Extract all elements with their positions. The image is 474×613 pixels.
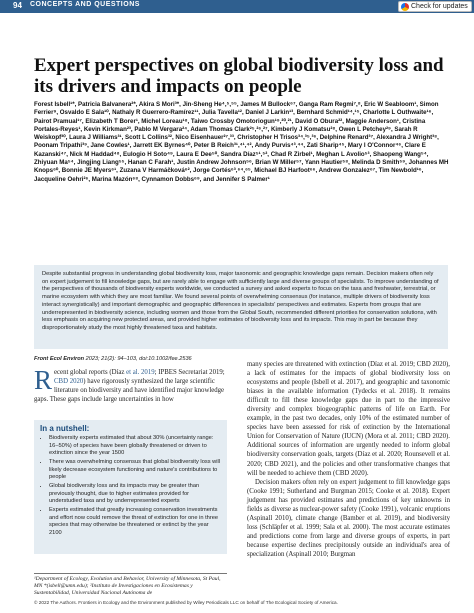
reference-link[interactable]: et al. 2019 bbox=[126, 369, 155, 376]
check-for-updates-button[interactable] bbox=[398, 1, 472, 12]
abstract-box: Despite substantial progress in understanding global biodiversity loss, major taxonomic and geographic knowledge gaps remain. Decision makers often rely on expert judgement to fill knowledge gaps, but are rarely able to engage with sufficiently large and diverse groups of specialists. To improve understanding of the perspectives of thousands of biodiversity experts worldwide, we conducted a survey and asked experts to focus on the taxa and freshwater, terrestrial, or marine ecosystem with which they are most familiar. We found several points of overwhelming consensus (for instance, multiple drivers of biodiversity loss interact synergistically) and important demographic and geographic differences in specialists' perspectives and estimates. Experts from groups that are underrepresented in biodiversity science, including women and those from the Global South, recommended different priorities for conservation solutions, with less emphasis on acquiring new protected areas, and provided higher estimates of biodiversity loss and its impacts. This may in part be because they disproportionately study the most highly threatened taxa and habitats. bbox=[34, 265, 448, 349]
crossmark-icon bbox=[401, 3, 409, 11]
check-for-updates-label: Check for updates bbox=[411, 3, 468, 10]
nutshell-item: • There was overwhelming consensus that global biodiversity loss will likely decrease ecosystem functioning and nature's contributions to people bbox=[49, 459, 221, 482]
intro-paragraph bbox=[34, 365, 227, 404]
drop-cap: R bbox=[34, 365, 53, 395]
nutshell-title: In a nutshell: bbox=[40, 424, 90, 433]
nutshell-item: • Biodiversity experts estimated that about 30% (uncertainty range: 16–50%) of species have been globally threatened or driven to extinction since the year 1500 bbox=[49, 435, 221, 458]
nutshell-list bbox=[40, 435, 221, 537]
running-header bbox=[0, 0, 474, 13]
intro-text: ) have rigorously synthesized the large scientific literature on biodiversity and have identified major knowledge gaps. These gaps include large uncertainties in how bbox=[34, 378, 225, 403]
body-paragraph: many species are threatened with extinction (Díaz et al. 2019; CBD 2020), a lack of estimates for the impacts of global biodiversity loss on ecosystems and people (Isbell et al. 2017), and geographic and taxonomic biases in the available information (Tydecks et al. 2018). It remains difficult to fill these knowledge gaps due in part to the impressive diversity and complex biogeographic patterns of life on Earth. For example, in the past two decades, only 10% of the estimated number of species have been assessed for risk of extinction by the International Union for Conservation of Nature (IUCN) (Mora et al. 2011; CBD 2020). Additional sources of information are urgently needed to inform global biodiversity conservation goals, targets (Díaz et al. 2020; Rounsevell et al. 2020; CBD 2021), and the policies and other transformative changes that will be needed to achieve them (CBD 2020). bbox=[247, 361, 450, 477]
intro-text: ; IPBES Secretariat 2019; bbox=[154, 369, 225, 376]
journal-name: Front Ecol Environ bbox=[34, 356, 85, 362]
page-number: 94 bbox=[13, 1, 22, 10]
reference-link[interactable]: CBD 2020 bbox=[54, 378, 84, 385]
section-label: CONCEPTS AND QUESTIONS bbox=[30, 1, 140, 8]
nutshell-item: • Experts estimated that greatly increasing conservation investments and effort now could remove the threat of extinction for one in three species that may otherwise be threatened or extinct by the year 2100 bbox=[49, 507, 221, 537]
body-paragraph: Decision makers often rely on expert judgement to fill knowledge gaps (Cooke 1991; Sutherland and Burgman 2015; Cooke et al. 2018). Expert judgement has provided estimates and predictions of key unknowns in fields as diverse as nuclear-power safety (Cooke 1991), volcanic eruptions (Aspinall 2010), climate change (Bamber et al. 2019), and biodiversity loss (Schläpfer et al. 1999; Sala et al. 2000). The most accurate estimates and predictions come from large and diverse groups of experts, in part because expertise declines precipitously outside an individual's area of specialization (Aspinall 2010; Burgman bbox=[247, 478, 450, 558]
author-list: Forest Isbell¹*, Patricia Balvanera²*, Akira S Mori³*, Jin-Sheng He⁴,⁵,⁵⁵, James M Bullock⁶⁷, Ganga Ram Regmi⁷,⁸, Eric W Seabloom¹, Simon Ferrier⁹, Osvaldo E Sala¹⁰, Nathaly R Guerrero-Ramírez¹¹, Julia Tavella¹², Daniel J Larkin¹³, Bernhard Schmid¹⁴,¹⁵, Charlotte L Outhwaite¹⁶, Pairot Pramual¹⁷, Elizabeth T Borer¹, Michel Loreau¹⁸, Taiwo Crossby Omotoriogun¹⁹,²⁰,²¹, David O Obura²², Maggie Anderson¹, Cristina Portales-Reyes¹, Kevin Kirkman²³, Pablo M Vergara²⁴, Adam Thomas Clark²⁵,²⁶,²⁷, Kimberly J Komatsu²⁸, Owen L Petchey²⁹, Sarah R Weiskopf³⁰, Laura J Williams³¹, Scott L Collins³², Nico Eisenhauer²⁷,³³, Christopher H Trisos³⁴,³⁵,³⁶, Delphine Renard³⁷, Alexandra J Wright³⁸, Poonam Tripathi³⁹, Jane Cowles¹, Jarrett EK Byrnes⁴⁰, Peter B Reich³¹,⁴¹,⁴², Andy Purvis⁴³,⁴⁴, Zati Sharip⁴⁵, Mary I O'Connor⁴⁶, Clare E Kazanski⁴⁷, Nick M Haddad⁴⁸, Eulogio H Soto⁴⁹, Laura E Dee⁵⁰, Sandra Díaz⁵¹,⁵², Chad R Zirbel¹, Meghan L Avolio⁵³, Shaopeng Wang⁵⁴, Zhiyuan Ma⁵⁴, Jingjing Liang⁵⁵, Hanan C Farah¹, Justin Andrew Johnson⁵⁶, Brian W Miller⁵⁷, Yann Hautier⁵⁸, Melinda D Smith⁵⁹, Johannes MH Knops⁶⁰, Bonnie JE Myers⁶¹, Zuzana V Harmáčková⁶², Jorge Cortés⁶³,⁶⁴,⁶⁵, Michael BJ Harfoot⁶⁶, Andrew Gonzalez⁶⁷, Tim Newbold¹⁶, Jacqueline Oehri²⁶, Marina Mazón⁶⁸, Cynnamon Dobbs⁶⁹, and Jennifer S Palmer¹ bbox=[34, 101, 449, 183]
citation-details: 2023; 21(2): 94–103, doi:10.1002/fee.2536 bbox=[84, 356, 192, 362]
nutshell-box bbox=[34, 420, 227, 554]
nutshell-item: • Global biodiversity loss and its impacts may be greater than previously thought, due to higher estimates provided for understudied taxa and by underrepresented experts bbox=[49, 483, 221, 506]
article-title: Expert perspectives on global biodiversity loss and its drivers and impacts on people bbox=[34, 55, 444, 97]
body-column-right bbox=[247, 360, 450, 559]
intro-text: ecent global reports (Díaz bbox=[54, 369, 127, 376]
affiliation-divider bbox=[34, 573, 227, 574]
affiliation-note: ¹Department of Ecology, Evolution and Behavior, University of Minnesota, St Paul, MN *(isbell@umn.edu); ²Instituto de Investigaciones en Ecosistemas y Sustentabilidad, Universidad Nacional Autónoma de bbox=[34, 576, 221, 596]
citation-line bbox=[34, 356, 192, 362]
copyright-footer: © 2022 The Authors. Frontiers in Ecology and the Environment published by Wiley Periodicals LLC on behalf of The Ecological Society of America. bbox=[34, 600, 338, 605]
